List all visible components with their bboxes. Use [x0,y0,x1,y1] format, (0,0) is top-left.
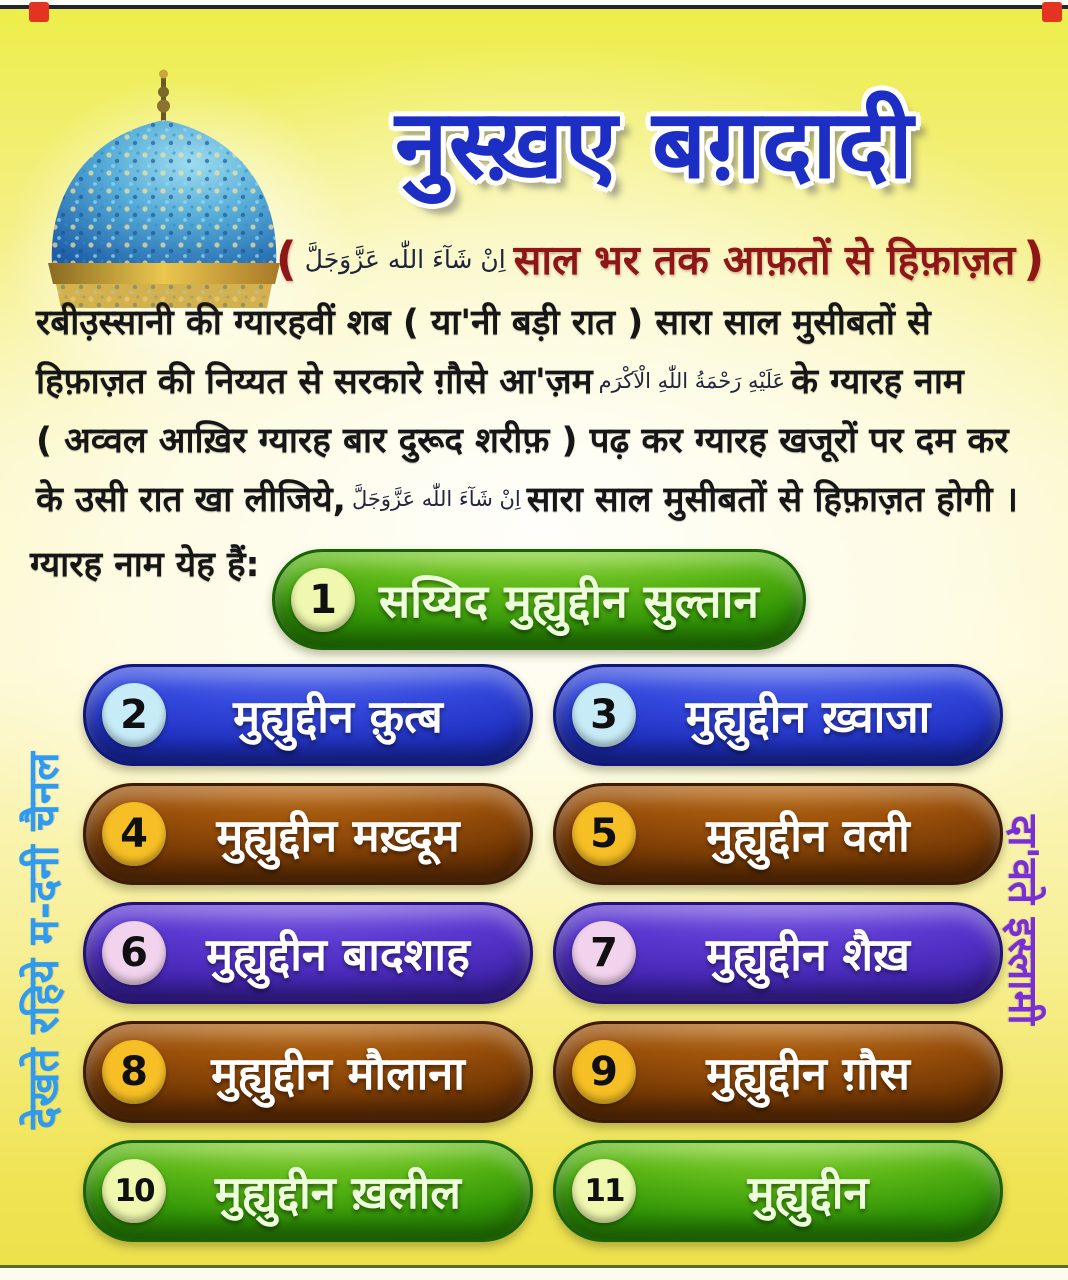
number-badge: 10 [102,1159,166,1223]
name-pill-6 [83,902,533,1004]
subtitle [275,228,1045,290]
number-badge: 5 [572,802,636,866]
name-pill-4 [83,783,533,885]
name-label: मुह्युद्दीन ख़लील [215,1165,461,1219]
name-pill-9 [553,1021,1003,1123]
poster-title: नुस्ख़ए बग़दादी [395,89,914,200]
body-line-4: के उसी रात खा लीजिये, اِنْ شَآءَ اللّٰه عَزَّوَجَلَّ सारा साल मुसीबतों से हिफ़ाज़त होगी । [36,480,1019,520]
arabic-blessing-text: عَلَيْهِ رَحْمَةُ اللّٰهِ الْاَکْرَم [598,368,786,393]
corner-decoration-left [29,2,49,22]
number-badge: 2 [102,683,166,747]
name-pill-3 [553,664,1003,766]
name-label: मुह्युद्दीन शैख़ [706,927,910,981]
name-pill-5 [553,783,1003,885]
arabic-inshallah-text: اِنْ شَآءَ اللّٰه عَزَّوَجَلَّ [351,486,521,511]
arabic-inshallah-text: اِنْ شَآءَ اللّٰه عَزَّوَجَلَّ [304,244,506,274]
number-badge: 7 [572,921,636,985]
body-line-2: हिफ़ाज़त की निय्यत से सरकारे ग़ौसे आ'ज़म عَلَيْهِ رَحْمَةُ اللّٰهِ الْاَکْرَم के ग्यारह नाम [36,362,964,402]
subtitle-text: साल भर तक आफ़तों से हिफ़ाज़त [513,236,1016,284]
number-badge: 3 [572,683,636,747]
number-badge: 9 [572,1040,636,1104]
open-paren: ( [275,232,297,286]
bottom-edge-strip [0,1268,1068,1280]
number-badge: 8 [102,1040,166,1104]
name-pill-2 [83,664,533,766]
names-heading: ग्यारह नाम येह हैं: [30,545,260,585]
number-badge: 6 [102,921,166,985]
name-label: मुह्युद्दीन मौलाना [211,1046,465,1100]
top-border-line [0,5,1068,9]
name-pill-row-1 [272,549,806,650]
name-pill-10 [83,1140,533,1242]
number-badge: 1 [291,568,355,632]
name-label: मुह्युद्दीन क़ुत्ब [233,689,443,743]
name-pill-8 [83,1021,533,1123]
name-label: मुह्युद्दीन मख़्दूम [216,808,460,862]
name-pill-7 [553,902,1003,1004]
body-line-1: रबीउ़स्सानी की ग्यारहवीं शब ( या'नी बड़ी रात ) सारा साल मुसीबतों से [36,303,931,343]
number-badge: 4 [102,802,166,866]
name-label: मुह्युद्दीन [747,1165,869,1219]
side-text-dawateislami: दा'वते इस्लामी [999,815,1046,1025]
side-text-madani-channel: देखते रहिये म-दनी चैनल [18,752,68,1130]
number-badge: 11 [572,1159,636,1223]
corner-decoration-right [1042,2,1062,22]
name-pill-1 [272,549,806,650]
name-label: मुह्युद्दीन ख़्वाजा [685,689,931,743]
name-label: मुह्युद्दीन ग़ौस [706,1046,910,1100]
name-pill-grid [83,664,1003,1242]
body-line-3: ( अव्वल आख़िर ग्यारह बार दुरूद शरीफ़ ) पढ़ कर ग्यारह खजूरों पर दम कर [36,421,1009,461]
name-label: मुह्युद्दीन बादशाह [206,927,470,981]
name-pill-11 [553,1140,1003,1242]
name-label: मुह्युद्दीन वली [706,808,910,862]
name-label: सय्यिद मुह्युद्दीन सुल्तान [379,573,759,628]
body-paragraph [36,292,1042,528]
close-paren: ) [1023,232,1045,286]
